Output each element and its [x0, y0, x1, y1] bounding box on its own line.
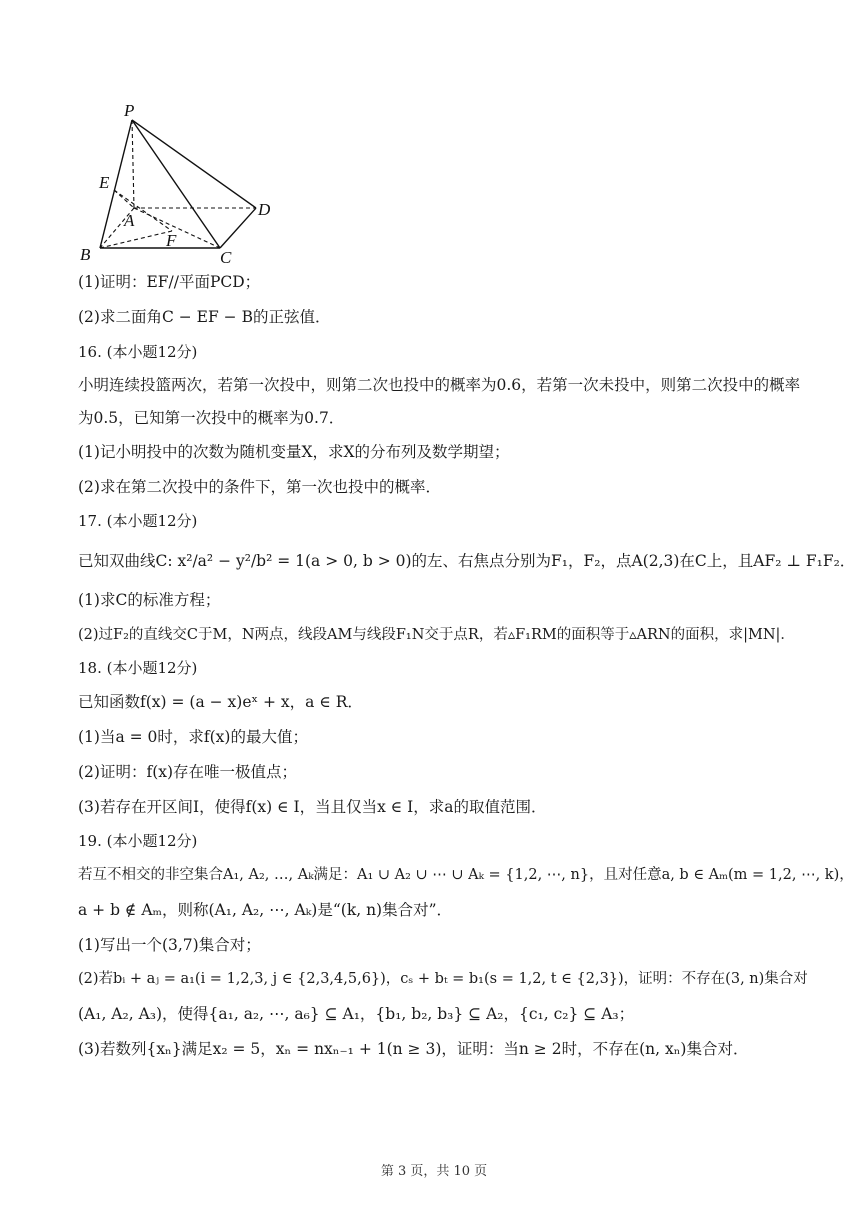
q19-stem-line2: a + b ∉ Aₘ，则称(A₁, A₂, ⋯, Aₖ)是“(k, n)集合对”． [78, 901, 453, 919]
q15-part2: (2)求二面角C − EF − B的正弦值． [78, 308, 331, 326]
q19-part3: (3)若数列{xₙ}满足x₂ = 5，xₙ = nxₙ₋₁ + 1(n ≥ 3)，证明：当n ≥ 2时，不存在(n, xₙ)集合对． [78, 1040, 749, 1058]
edge-EF [114, 190, 172, 231]
pyramid-figure [74, 100, 284, 266]
edge-PA [132, 120, 134, 208]
page-footer: 第 3 页，共 10 页 [380, 1164, 488, 1179]
edge-PC [132, 120, 220, 248]
edge-CD [220, 208, 256, 248]
q17-part2: (2)过F₂的直线交C于M，N两点，线段AM与线段F₁N交于点R，若▵F₁RM的面积等于▵ARN的面积，求|MN|． [78, 627, 795, 643]
q17-stem: 已知双曲线C: x²/a² − y²/b² = 1(a > 0, b > 0)的左、右焦点分别为F₁，F₂，点A(2,3)在C上，且AF₂ ⊥ F₁F₂． [78, 552, 856, 570]
q17-part1: (1)求C的标准方程； [78, 591, 221, 609]
q18-part3: (3)若存在开区间I，使得f(x) ∈ I，当且仅当x ∈ I，求a的取值范围． [78, 798, 547, 816]
label-B: B [80, 245, 91, 264]
edge-BF [100, 231, 172, 248]
label-C: C [220, 248, 232, 266]
label-E: E [99, 173, 110, 192]
q19-part1: (1)写出一个(3,7)集合对； [78, 936, 261, 954]
edge-AC [134, 208, 220, 248]
q18-part2: (2)证明：f(x)存在唯一极值点； [78, 763, 298, 781]
q17-header: 17. (本小题12分) [78, 512, 198, 530]
q18-stem: 已知函数f(x) = (a − x)eˣ + x，a ∈ R． [78, 693, 363, 711]
q19-part2-line2: (A₁, A₂, A₃)，使得{a₁, a₂, ⋯, a₆} ⊆ A₁，{b₁, b₂, b₃} ⊆ A₂，{c₁, c₂} ⊆ A₃； [78, 1005, 635, 1023]
q19-header: 19. (本小题12分) [78, 832, 198, 850]
q19-part2-line1: (2)若bᵢ + aⱼ = a₁(i = 1,2,3, j ∈ {2,3,4,5,6})，cₛ + bₜ = b₁(s = 1,2, t ∈ {2,3})，证明：不存在(3, n)集合对 [78, 971, 808, 987]
label-A: A [124, 211, 135, 230]
q15-part1: (1)证明：EF//平面PCD； [78, 273, 261, 291]
label-D: D [258, 200, 271, 219]
q18-part1: (1)当a = 0时，求f(x)的最大值； [78, 728, 308, 746]
edge-PD [132, 120, 256, 208]
q16-header: 16. (本小题12分) [78, 343, 198, 361]
q16-stem-line2: 为0.5，已知第一次投中的概率为0.7． [78, 409, 345, 427]
q16-part2: (2)求在第二次投中的条件下，第一次也投中的概率． [78, 478, 441, 496]
q19-stem-line1: 若互不相交的非空集合A₁, A₂, …, Aₖ满足：A₁ ∪ A₂ ∪ ⋯ ∪ Aₖ = {1,2, ⋯, n}，且对任意a, b ∈ Aₘ(m = 1,2, ⋯, k)， [78, 867, 854, 883]
q16-part1: (1)记小明投中的次数为随机变量X，求X的分布列及数学期望； [78, 443, 510, 461]
label-P: P [124, 101, 135, 120]
q16-stem-line1: 小明连续投篮两次，若第一次投中，则第二次也投中的概率为0.6，若第一次未投中，则第二次投中的概率 [78, 376, 801, 394]
edge-EA [114, 190, 134, 208]
label-F: F [166, 231, 177, 250]
q18-header: 18. (本小题12分) [78, 659, 198, 677]
